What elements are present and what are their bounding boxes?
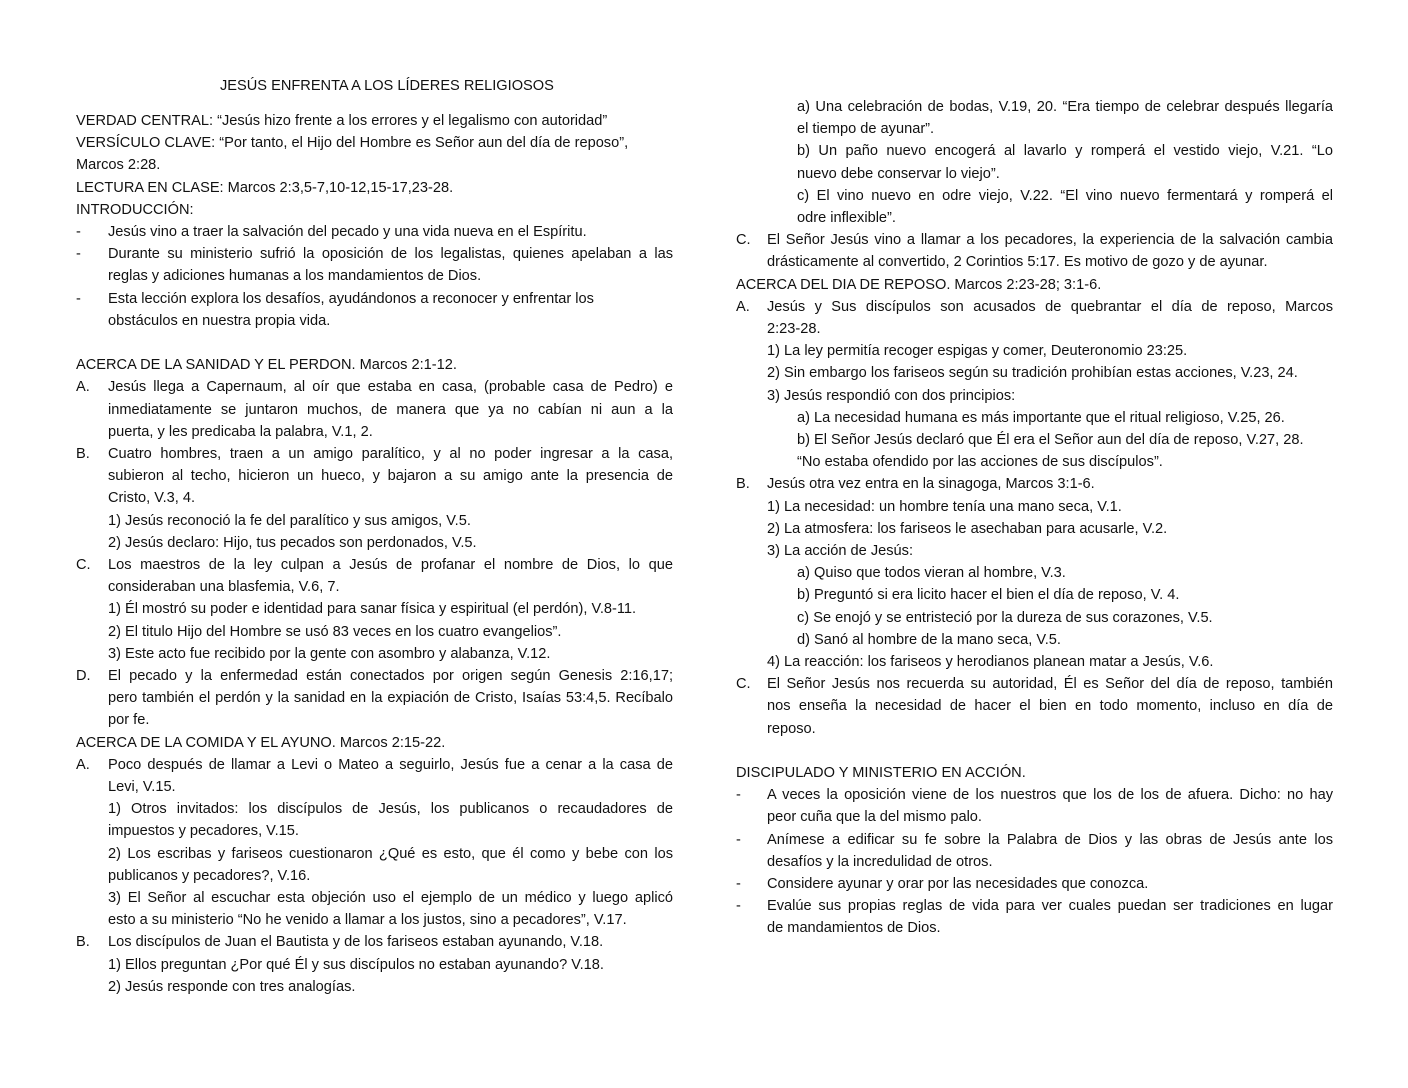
line-text: drásticamente al convertido, 2 Corintios 5:17. Es motivo de gozo y de ayunar. xyxy=(767,254,1268,271)
line-text: de mandamientos de Dios. xyxy=(767,920,941,937)
line-text: Esta lección explora los desafíos, ayudándonos a reconocer y enfrentar los xyxy=(108,290,594,307)
line-text: 1) La necesidad: un hombre tenía una mano seca, V.1. xyxy=(767,498,1122,515)
list-marker: A. xyxy=(76,756,90,773)
line-text: ACERCA DEL DIA DE REPOSO. Marcos 2:23-28; 3:1-6. xyxy=(736,276,1102,293)
line-text: desafíos y la incredulidad de otros. xyxy=(767,853,993,870)
line-text: Cristo, V.3, 4. xyxy=(108,490,196,507)
line-text: LECTURA EN CLASE: Marcos 2:3,5-7,10-12,15-17,23-28. xyxy=(76,179,454,196)
line-text: INTRODUCCIÓN: xyxy=(76,201,194,218)
line-text: “No estaba ofendido por las acciones de sus discípulos”. xyxy=(797,454,1163,471)
line-text: a) Quiso que todos vieran al hombre, V.3. xyxy=(797,565,1066,582)
line-text: Los maestros de la ley culpan a Jesús de profanar el nombre de Dios, lo que xyxy=(108,557,673,573)
list-marker: A. xyxy=(736,298,750,315)
list-marker: - xyxy=(736,787,741,804)
document-title: JESÚS ENFRENTA A LOS LÍDERES RELIGIOSOS xyxy=(220,78,554,94)
list-marker: - xyxy=(76,246,81,263)
list-marker: - xyxy=(736,898,741,915)
line-text: subieron al techo, hicieron un hueco, y bajaron a su amigo ante la presencia de xyxy=(108,468,673,485)
line-text: VERSÍCULO CLAVE: “Por tanto, el Hijo del Hombre es Señor aun del día de reposo”, xyxy=(76,135,629,152)
line-text: 2) Jesús declaro: Hijo, tus pecados son perdonados, V.5. xyxy=(108,534,477,551)
line-text: Jesús otra vez entra en la sinagoga, Marcos 3:1-6. xyxy=(767,476,1095,493)
line-text: inmediatamente se juntaron muchos, de manera que ya no cabían ni aun a la xyxy=(108,401,673,418)
line-text: 3) La acción de Jesús: xyxy=(767,543,914,559)
line-text: nos enseña la necesidad de hacer el bien en todo momento, incluso en día de xyxy=(767,698,1333,715)
line-text: Jesús vino a traer la salvación del pecado y una vida nueva en el Espíritu. xyxy=(108,224,587,240)
line-text: c) El vino nuevo en odre viejo, V.22. “El vino nuevo fermentará y romperá el xyxy=(797,187,1333,204)
line-text: b) Preguntó si era licito hacer el bien el día de reposo, V. 4. xyxy=(797,587,1180,604)
line-text: consideraban una blasfemia, V.6, 7. xyxy=(108,579,340,596)
line-text: 3) Este acto fue recibido por la gente con asombro y alabanza, V.12. xyxy=(108,645,551,662)
line-text: obstáculos en nuestra propia vida. xyxy=(108,312,331,329)
line-text: 1) La ley permitía recoger espigas y comer, Deuteronomio 23:25. xyxy=(767,343,1188,360)
line-text: b) Un paño nuevo encogerá al lavarlo y romperá el vestido viejo, V.21. “Lo xyxy=(797,143,1333,160)
line-text: a) Una celebración de bodas, V.19, 20. “Era tiempo de celebrar después llegaría xyxy=(797,99,1333,115)
line-text: ACERCA DE LA SANIDAD Y EL PERDON. Marcos 2:1-12. xyxy=(76,357,457,374)
line-text: Durante su ministerio sufrió la oposición de los legalistas, quienes apelaban a las xyxy=(108,246,673,263)
line-text: Los discípulos de Juan el Bautista y de los fariseos estaban ayunando, V.18. xyxy=(108,934,604,951)
line-text: odre inflexible”. xyxy=(797,210,896,226)
list-marker: B. xyxy=(76,934,90,951)
list-marker: C. xyxy=(736,676,751,693)
line-text: Marcos 2:28. xyxy=(76,157,161,174)
line-text: puerta, y les predicaba la palabra, V.1, 2. xyxy=(108,423,373,440)
line-text: b) El Señor Jesús declaró que Él era el Señor aun del día de reposo, V.27, 28. xyxy=(797,432,1304,448)
line-text: El Señor Jesús nos recuerda su autoridad, Él es Señor del día de reposo, también xyxy=(767,676,1333,693)
line-text: 2) Los escribas y fariseos cuestionaron ¿Qué es esto, que él como y bebe con los xyxy=(108,845,673,862)
line-text: 2:23-28. xyxy=(767,321,821,337)
line-text: Levi, V.15. xyxy=(108,779,176,795)
list-marker: A. xyxy=(76,379,90,396)
line-text: Considere ayunar y orar por las necesidades que conozca. xyxy=(767,876,1149,892)
line-text: El Señor Jesús vino a llamar a los pecadores, la experiencia de la salvación cambia xyxy=(767,232,1333,249)
line-text: 3) El Señor al escuchar esta objeción uso el ejemplo de un médico y luego aplicó xyxy=(108,890,673,906)
line-text: Jesús y Sus discípulos son acusados de quebrantar el día de reposo, Marcos xyxy=(767,298,1333,315)
list-marker: B. xyxy=(76,446,90,462)
line-text: pero también el perdón y la sanidad en la expiación de Cristo, Isaías 53:4,5. Recíbalo xyxy=(108,690,673,707)
line-text: nuevo debe conservar lo viejo”. xyxy=(797,165,1000,182)
list-marker: C. xyxy=(736,232,751,249)
line-text: El pecado y la enfermedad están conectados por origen según Genesis 2:16,17; xyxy=(108,668,673,684)
line-text: c) Se enojó y se entristeció por la dureza de sus corazones, V.5. xyxy=(797,609,1213,626)
line-text: 1) Él mostró su poder e identidad para sanar física y espiritual (el perdón), V.8-11. xyxy=(108,601,637,618)
line-text: reposo. xyxy=(767,720,816,737)
line-text: 1) Ellos preguntan ¿Por qué Él y sus discípulos no estaban ayunando? V.18. xyxy=(108,956,604,973)
line-text: A veces la oposición viene de los nuestros que los de los de afuera. Dicho: no hay xyxy=(767,787,1333,804)
line-text: Anímese a edificar su fe sobre la Palabra de Dios y las obras de Jesús ante los xyxy=(767,831,1333,848)
line-text: publicanos y pecadores?, V.16. xyxy=(108,867,311,884)
line-text: Cuatro hombres, traen a un amigo paralítico, y al no poder ingresar a la casa, xyxy=(108,446,673,462)
line-text: reglas y adiciones humanas a los mandamientos de Dios. xyxy=(108,268,482,285)
line-text: el tiempo de ayunar”. xyxy=(797,121,935,138)
line-text: impuestos y pecadores, V.15. xyxy=(108,823,299,840)
line-text: 2) Sin embargo los fariseos según su tradición prohibían estas acciones, V.23, 24. xyxy=(767,365,1298,382)
line-text: Evalúe sus propias reglas de vida para ver cuales puedan ser tradiciones en lugar xyxy=(767,898,1333,915)
line-text: d) Sanó al hombre de la mano seca, V.5. xyxy=(797,631,1061,648)
line-text: Poco después de llamar a Levi o Mateo a seguirlo, Jesús fue a cenar a la casa de xyxy=(108,756,673,773)
line-text: 2) Jesús responde con tres analogías. xyxy=(108,978,356,995)
line-text: VERDAD CENTRAL: “Jesús hizo frente a los errores y el legalismo con autoridad” xyxy=(76,113,608,129)
list-marker: - xyxy=(736,831,741,848)
line-text: 1) Jesús reconoció la fe del paralítico y sus amigos, V.5. xyxy=(108,512,471,529)
line-text: a) La necesidad humana es más importante que el ritual religioso, V.25, 26. xyxy=(797,409,1285,426)
list-marker: - xyxy=(76,224,81,240)
line-text: por fe. xyxy=(108,712,150,729)
list-marker: C. xyxy=(76,557,91,573)
line-text: 1) Otros invitados: los discípulos de Jesús, los publicanos o recaudadores de xyxy=(108,801,673,818)
line-text: 2) El titulo Hijo del Hombre se usó 83 veces en los cuatro evangelios”. xyxy=(108,623,562,640)
line-text: 2) La atmosfera: los fariseos le asechaban para acusarle, V.2. xyxy=(767,520,1168,537)
list-marker: - xyxy=(736,876,741,892)
line-text: peor cuña que la del mismo palo. xyxy=(767,809,982,826)
line-text: esto a su ministerio “No he venido a llamar a los justos, sino a pecadores”, V.17. xyxy=(108,912,627,929)
list-marker: B. xyxy=(736,476,750,493)
line-text: 3) Jesús respondió con dos principios: xyxy=(767,387,1016,404)
line-text: ACERCA DE LA COMIDA Y EL AYUNO. Marcos 2:15-22. xyxy=(76,734,446,751)
line-text: DISCIPULADO Y MINISTERIO EN ACCIÓN. xyxy=(736,765,1026,781)
line-text: Jesús llega a Capernaum, al oír que estaba en casa, (probable casa de Pedro) e xyxy=(108,379,673,396)
list-marker: D. xyxy=(76,668,91,684)
line-text: 4) La reacción: los fariseos y herodianos planean matar a Jesús, V.6. xyxy=(767,654,1214,670)
list-marker: - xyxy=(76,290,81,307)
